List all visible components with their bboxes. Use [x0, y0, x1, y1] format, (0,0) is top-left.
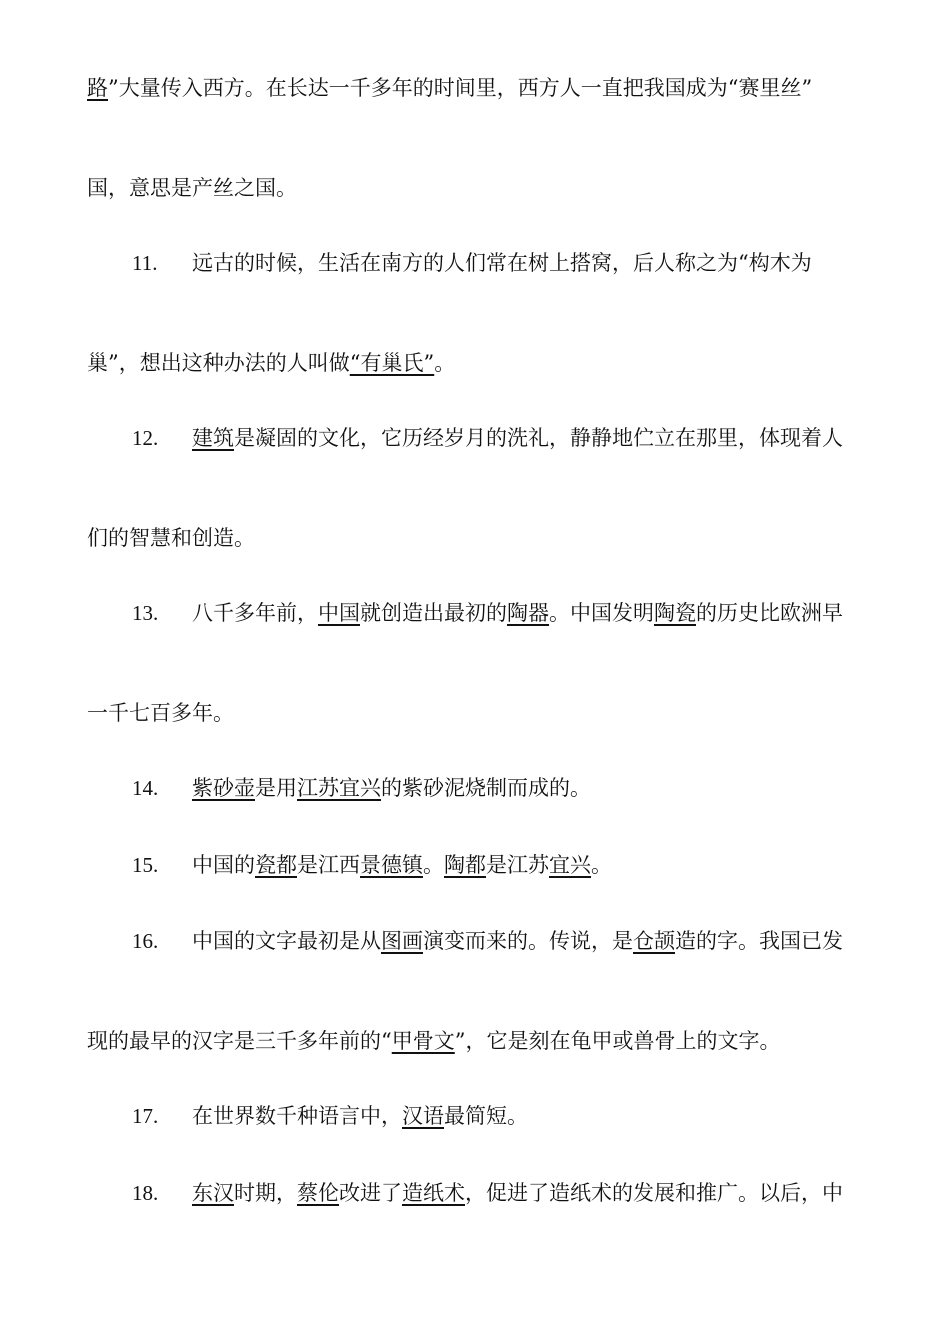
underlined-term: 陶都	[444, 853, 486, 877]
text-segment: 是凝固的文化，它历经岁月的洗礼，静静地伫立在那里，体现着人	[234, 426, 843, 450]
text-segment: 是用	[255, 776, 297, 800]
text-segment: ，促进了造纸术的发展和推广。以后，中	[465, 1181, 843, 1205]
item-number: 18.	[132, 1181, 159, 1205]
underlined-term: 瓷都	[255, 853, 297, 877]
text-line	[87, 522, 887, 554]
text-line	[87, 347, 887, 379]
text-segment: 是江苏	[486, 853, 549, 877]
text-segment: ”大量传入西方。在长达一千多年的时间里，西方人一直把我国成为“赛里丝”	[108, 76, 813, 100]
text-segment: 国，意思是产丝之国。	[87, 176, 297, 200]
text-segment: ”，它是刻在龟甲或兽骨上的文字。	[454, 1029, 781, 1053]
text-segment: 。中国发明	[549, 601, 654, 625]
item-number: 14.	[132, 776, 159, 800]
text-line	[87, 172, 887, 204]
text-line	[87, 697, 887, 729]
text-segment: 造的字。我国已发	[675, 929, 843, 953]
text-segment: 的紫砂泥烧制而成的。	[381, 776, 591, 800]
list-item-14	[132, 772, 932, 804]
underlined-term: 江苏宜兴	[297, 776, 381, 800]
text-segment: 现的最早的汉字是三千多年前的“	[87, 1029, 392, 1053]
list-item-16	[132, 925, 932, 957]
underlined-term: 建筑	[192, 426, 234, 450]
item-number: 11.	[132, 251, 158, 275]
underlined-term: 汉语	[402, 1104, 444, 1128]
underlined-term: 宜兴	[549, 853, 591, 877]
list-item-17	[132, 1100, 932, 1132]
list-item-12	[132, 422, 932, 454]
underlined-term: 图画	[381, 929, 423, 953]
text-segment: 改进了	[339, 1181, 402, 1205]
item-number: 12.	[132, 426, 159, 450]
text-segment: 演变而来的。传说，是	[423, 929, 633, 953]
text-segment: 。	[591, 853, 612, 877]
item-number: 15.	[132, 853, 159, 877]
text-segment: 中国的	[192, 853, 255, 877]
item-number: 17.	[132, 1104, 159, 1128]
text-line	[87, 72, 887, 104]
underlined-term: 中国	[318, 601, 360, 625]
text-segment: 八千多年前，	[192, 601, 318, 625]
underlined-term: 造纸术	[402, 1181, 465, 1205]
text-segment: 巢”，想出这种办法的人叫做	[87, 351, 350, 375]
underlined-term: 蔡伦	[297, 1181, 339, 1205]
text-segment: 是江西	[297, 853, 360, 877]
text-segment: 中国的文字最初是从	[192, 929, 381, 953]
text-line	[87, 1025, 887, 1057]
item-number: 13.	[132, 601, 159, 625]
list-item-13	[132, 597, 932, 629]
underlined-term: 仓颉	[633, 929, 675, 953]
item-number: 16.	[132, 929, 159, 953]
text-segment: 。	[434, 351, 456, 375]
text-segment: 就创造出最初的	[360, 601, 507, 625]
text-segment: 时期，	[234, 1181, 297, 1205]
text-segment: 一千七百多年。	[87, 701, 234, 725]
text-segment: 的历史比欧洲早	[696, 601, 843, 625]
underlined-term: 东汉	[192, 1181, 234, 1205]
underlined-term: 陶器	[507, 601, 549, 625]
underlined-term: 甲骨文	[391, 1029, 455, 1053]
underlined-term: 陶瓷	[654, 601, 696, 625]
list-item-11	[132, 247, 932, 279]
underlined-term: 景德镇	[360, 853, 423, 877]
text-segment: 们的智慧和创造。	[87, 526, 255, 550]
text-segment: 远古的时候，生活在南方的人们常在树上搭窝，后人称之为“构木为	[192, 251, 812, 275]
text-segment: 。	[423, 853, 444, 877]
list-item-15	[132, 849, 932, 881]
text-segment: 最简短。	[444, 1104, 528, 1128]
underlined-term: “有巢氏”	[349, 351, 435, 375]
underlined-term: 路	[87, 76, 108, 100]
text-segment: 在世界数千种语言中，	[192, 1104, 402, 1128]
underlined-term: 紫砂壶	[192, 776, 255, 800]
list-item-18	[132, 1177, 932, 1209]
